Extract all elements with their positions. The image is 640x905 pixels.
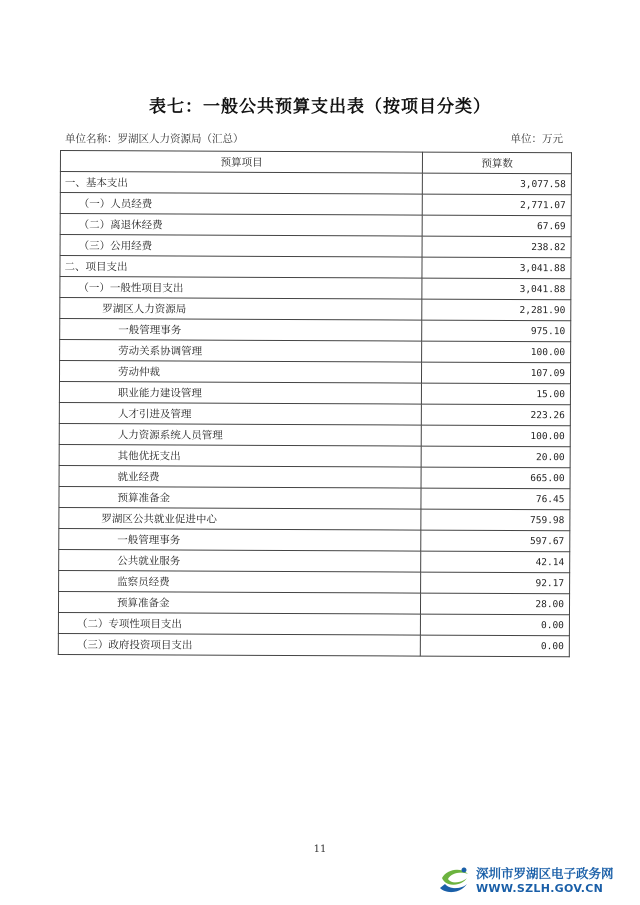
row-item-amount: 665.00 [421, 467, 570, 489]
table-row [59, 444, 570, 467]
table-row [59, 402, 570, 425]
table-row [58, 633, 569, 656]
table-row [59, 549, 570, 572]
budget-table [58, 150, 572, 657]
table-row [59, 361, 570, 384]
row-item-name: 劳动关系协调管理 [60, 340, 422, 363]
row-item-amount: 15.00 [422, 383, 571, 405]
table-row [59, 486, 570, 509]
row-item-name: （二）专项性项目支出 [58, 612, 420, 635]
row-item-name: （二）离退休经费 [60, 214, 422, 237]
table-row [60, 235, 571, 258]
row-item-name: 二、项目支出 [60, 256, 422, 279]
row-item-name: 公共就业服务 [59, 549, 421, 572]
table-row [58, 591, 569, 614]
table-row [60, 319, 571, 342]
row-item-name: 职业能力建设管理 [59, 381, 421, 404]
row-item-name: （一）人员经费 [60, 193, 422, 216]
table-row [59, 528, 570, 551]
row-item-name: （三）政府投资项目支出 [58, 633, 420, 656]
row-item-name: 预算准备金 [59, 486, 421, 509]
table-row [60, 256, 571, 279]
header-item: 预算项目 [60, 151, 422, 174]
row-item-amount: 100.00 [422, 425, 571, 447]
table-row [59, 570, 570, 593]
page-title: 表七：一般公共预算支出表（按项目分类） [149, 97, 491, 117]
row-item-amount: 2,771.07 [423, 194, 572, 216]
row-item-name: 一般管理事务 [59, 528, 421, 551]
table-row [60, 277, 571, 300]
table-header-row [60, 151, 571, 174]
unit-label: 单位：万元 [510, 133, 563, 145]
row-item-amount: 20.00 [421, 446, 570, 468]
table-row [59, 507, 570, 530]
row-item-amount: 759.98 [421, 509, 570, 531]
row-item-name: （三）公用经费 [60, 235, 422, 258]
row-item-name: 监察员经费 [59, 570, 421, 593]
page-number: 11 [313, 844, 327, 855]
site-watermark [436, 862, 636, 900]
table-body [58, 172, 571, 657]
row-item-name: 人才引进及管理 [59, 402, 421, 425]
row-item-name: 劳动仲裁 [59, 361, 421, 384]
table-row [59, 423, 570, 446]
row-item-amount: 100.00 [422, 341, 571, 363]
table-row [58, 612, 569, 635]
row-item-name: 其他优抚支出 [59, 444, 421, 467]
row-item-amount: 0.00 [421, 614, 570, 636]
row-item-amount: 3,041.88 [422, 278, 571, 300]
row-item-name: 一、基本支出 [60, 172, 422, 195]
row-item-name: 罗湖区人力资源局 [60, 298, 422, 321]
row-item-amount: 597.67 [421, 530, 570, 552]
row-item-name: 预算准备金 [58, 591, 420, 614]
row-item-name: 罗湖区公共就业促进中心 [59, 507, 421, 530]
row-item-amount: 107.09 [422, 362, 571, 384]
table-row [60, 298, 571, 321]
watermark-site-name: 深圳市罗湖区电子政务网 [476, 866, 614, 881]
row-item-amount: 975.10 [422, 320, 571, 342]
row-item-amount: 92.17 [421, 572, 570, 594]
row-item-amount: 3,077.58 [423, 173, 572, 195]
row-item-name: 一般管理事务 [60, 319, 422, 342]
row-item-amount: 2,281.90 [422, 299, 571, 321]
unit-name: 单位名称：罗湖区人力资源局（汇总） [65, 133, 244, 145]
row-item-amount: 67.69 [422, 215, 571, 237]
table-row [59, 381, 570, 404]
watermark-url: WWW.SZLH.GOV.CN [476, 882, 604, 895]
row-item-amount: 223.26 [422, 404, 571, 426]
table-row [59, 465, 570, 488]
luohu-logo-icon [436, 864, 472, 896]
row-item-name: 人力资源系统人员管理 [59, 423, 421, 446]
table-row [60, 172, 571, 195]
table-row [60, 193, 571, 216]
row-item-amount: 76.45 [421, 488, 570, 510]
row-item-amount: 0.00 [421, 635, 570, 657]
row-item-amount: 28.00 [421, 593, 570, 615]
row-item-name: （一）一般性项目支出 [60, 277, 422, 300]
row-item-name: 就业经费 [59, 465, 421, 488]
header-amount: 预算数 [423, 152, 572, 174]
table-row [60, 340, 571, 363]
row-item-amount: 42.14 [421, 551, 570, 573]
row-item-amount: 3,041.88 [422, 257, 571, 279]
row-item-amount: 238.82 [422, 236, 571, 258]
table-row [60, 214, 571, 237]
